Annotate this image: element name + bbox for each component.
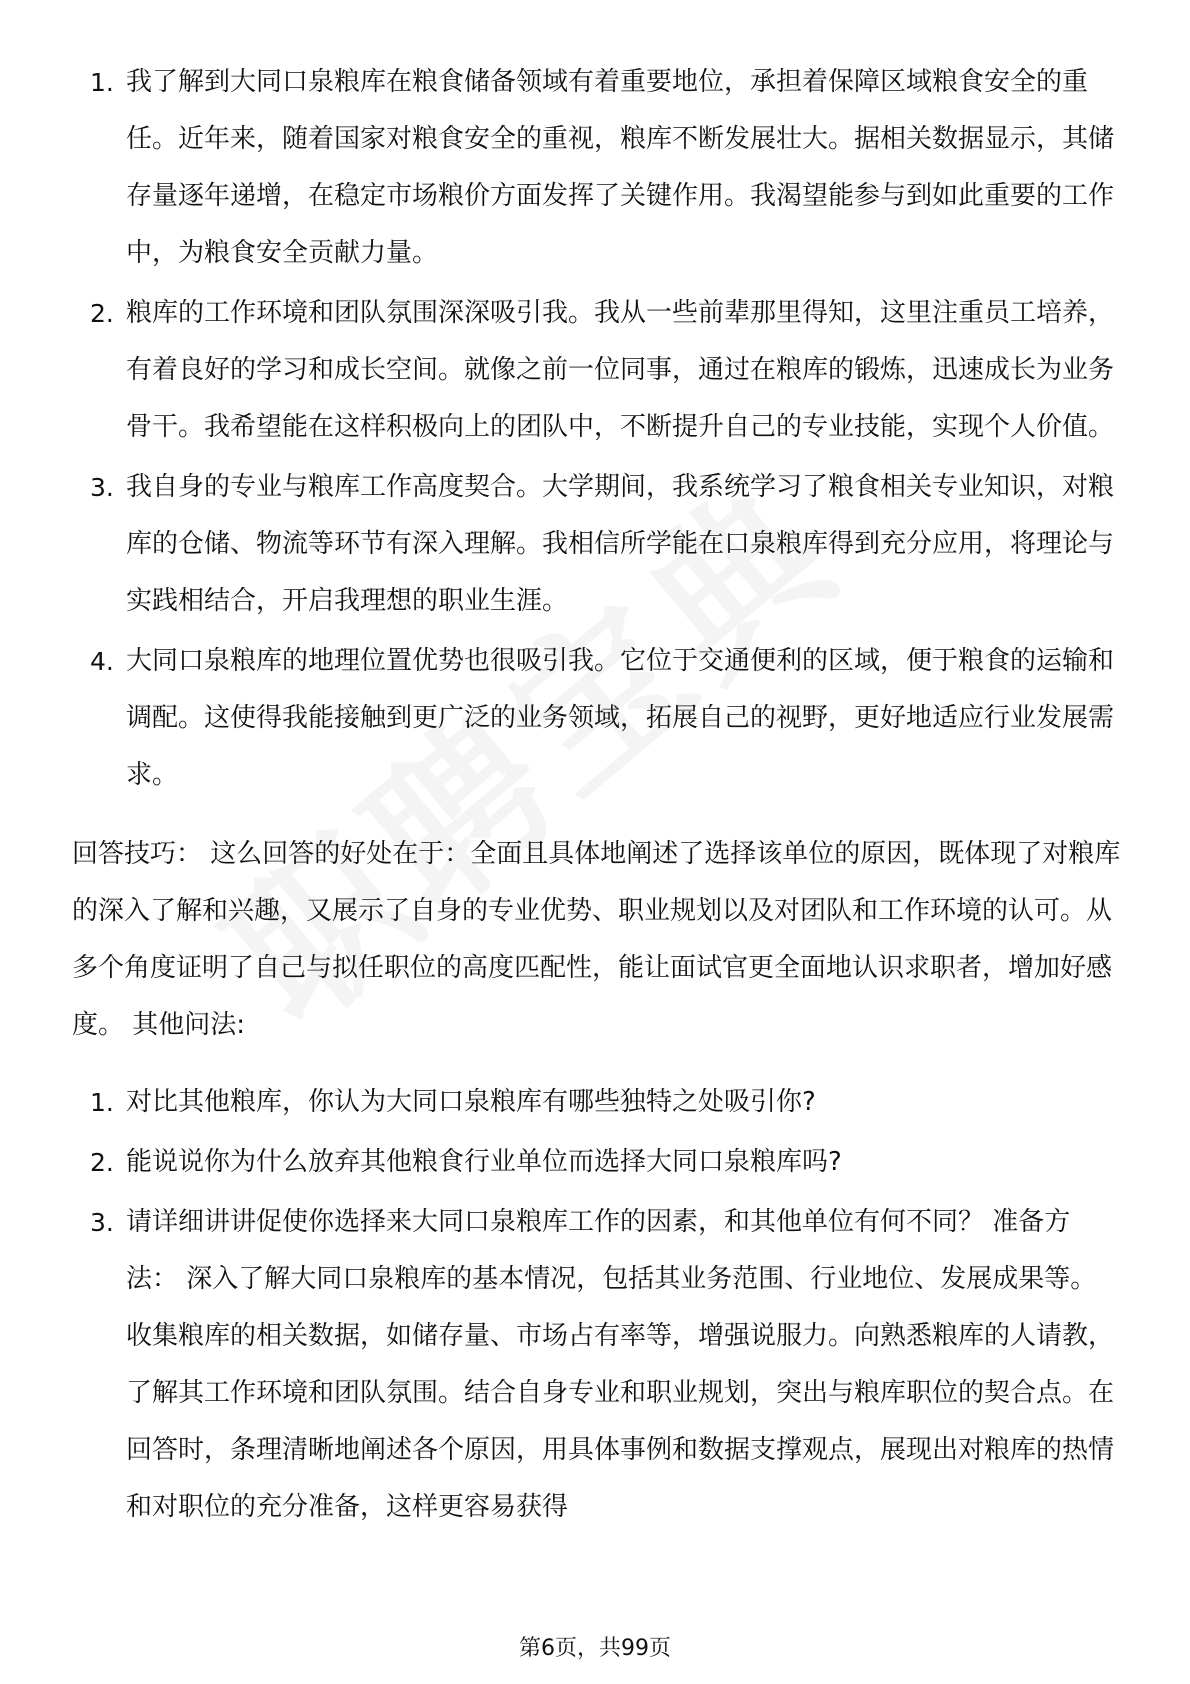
list-item (72, 1074, 1122, 1131)
page-footer: 第6页，共99页 (519, 1636, 671, 1661)
list-number: 2. (90, 299, 114, 328)
page-content (72, 54, 1122, 1539)
list-item (72, 1134, 1122, 1191)
list-item-text: 大同口泉粮库的地理位置优势也很吸引我。它位于交通便利的区域，便于粮食的运输和调配。这使得我能接触到更广泛的业务领域，拓展自己的视野，更好地适应行业发展需求。 (126, 646, 1115, 790)
reasons-list (72, 54, 1122, 804)
alternate-questions-list (72, 1074, 1122, 1536)
list-number: 4. (90, 647, 114, 676)
list-number: 3. (90, 1208, 114, 1237)
list-item (72, 285, 1122, 456)
list-item (72, 1194, 1122, 1536)
list-number: 1. (90, 68, 114, 97)
list-item (72, 459, 1122, 630)
list-item-text: 我了解到大同口泉粮库在粮食储备领域有着重要地位，承担着保障区域粮食安全的重任。近年来，随着国家对粮食安全的重视，粮库不断发展壮大。据相关数据显示，其储存量逐年递增，在稳定市场粮价方面发挥了关键作用。我渴望能参与到如此重要的工作中，为粮食安全贡献力量。 (126, 67, 1115, 268)
list-item-text: 能说说你为什么放弃其他粮食行业单位而选择大同口泉粮库吗? (126, 1147, 842, 1177)
list-item-text: 对比其他粮库，你认为大同口泉粮库有哪些独特之处吸引你? (126, 1087, 816, 1117)
tips-paragraph: 回答技巧： 这么回答的好处在于：全面且具体地阐述了选择该单位的原因，既体现了对粮库的深入了解和兴趣，又展示了自身的专业优势、职业规划以及对团队和工作环境的认可。从多个角度证明了自己与拟任职位的高度匹配性，能让面试官更全面地认识求职者，增加好感度。 其他问法: (72, 839, 1121, 1040)
list-item-text: 粮库的工作环境和团队氛围深深吸引我。我从一些前辈那里得知，这里注重员工培养，有着良好的学习和成长空间。就像之前一位同事，通过在粮库的锻炼，迅速成长为业务骨干。我希望能在这样积极向上的团队中，不断提升自己的专业技能，实现个人价值。 (126, 298, 1115, 442)
list-item (72, 633, 1122, 804)
list-number: 1. (90, 1088, 114, 1117)
list-number: 2. (90, 1148, 114, 1177)
list-number: 3. (90, 473, 114, 502)
list-item (72, 54, 1122, 282)
list-item-text: 我自身的专业与粮库工作高度契合。大学期间，我系统学习了粮食相关专业知识，对粮库的仓储、物流等环节有深入理解。我相信所学能在口泉粮库得到充分应用，将理论与实践相结合，开启我理想的职业生涯。 (126, 472, 1115, 616)
list-item-text: 请详细讲讲促使你选择来大同口泉粮库工作的因素，和其他单位有何不同？ 准备方法： 深入了解大同口泉粮库的基本情况，包括其业务范围、行业地位、发展成果等。收集粮库的相关数据，如储存量、市场占有率等，增强说服力。向熟悉粮库的人请教，了解其工作环境和团队氛围。结合自身专业和职业规划，突出与粮库职位的契合点。在回答时，条理清晰地阐述各个原因，用具体事例和数据支撑观点，展现出对粮库的热情和对职位的充分准备，这样更容易获得 (126, 1207, 1115, 1522)
